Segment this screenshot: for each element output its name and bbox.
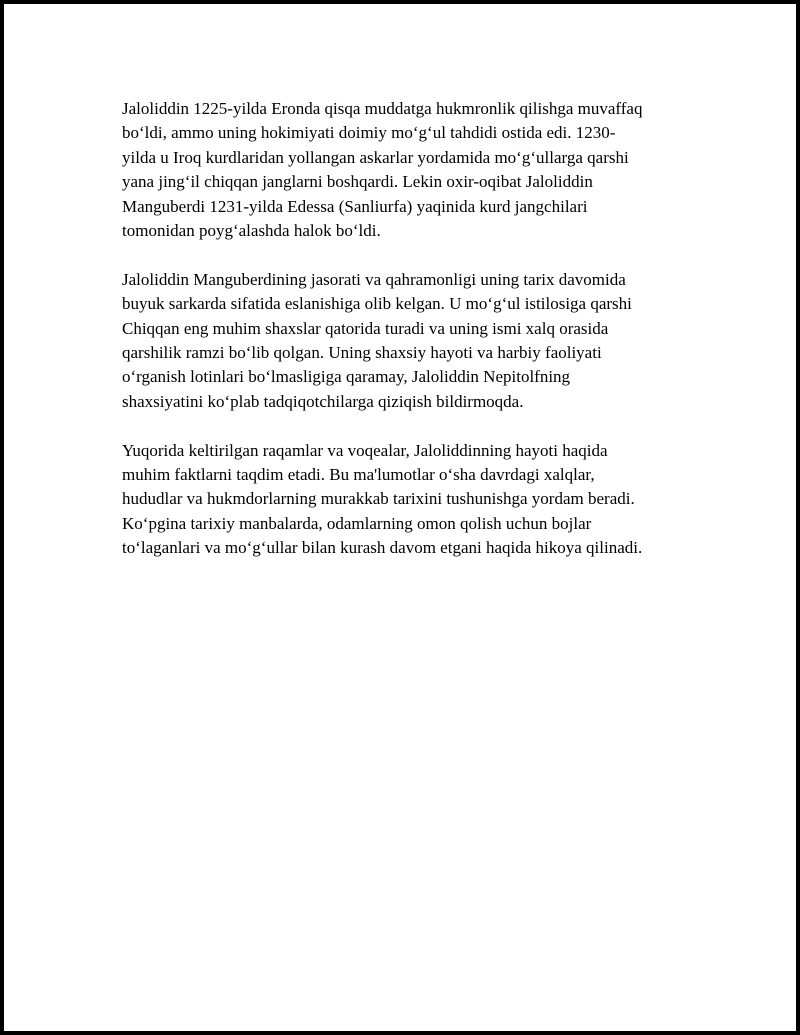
- text-line: hududlar va hukmdorlarning murakkab tarixini tushunishga yordam beradi.: [122, 489, 635, 509]
- document-body: [122, 97, 707, 585]
- text-line: Chiqqan eng muhim shaxslar qatorida turadi va uning ismi xalq orasida: [122, 318, 609, 338]
- text-line: yana jing‘il chiqqan janglarni boshqardi. Lekin oxir-oqibat Jaloliddin: [122, 172, 593, 192]
- text-line: o‘rganish lotinlari bo‘lmasligiga qaramay, Jaloliddin Nepitolfning: [122, 367, 571, 387]
- text-line: to‘laganlari va mo‘g‘ullar bilan kurash davom etgani haqida hikoya qilinadi.: [122, 538, 643, 558]
- text-line: Yuqorida keltirilgan raqamlar va voqealar, Jaloliddinning hayoti haqida: [122, 440, 608, 460]
- text-line: shaxsiyatini ko‘plab tadqiqotchilarga qiziqish bildirmoqda.: [122, 391, 524, 411]
- text-line: Jaloliddin Manguberdining jasorati va qahramonligi uning tarix davomida: [122, 269, 626, 289]
- text-line: Jaloliddin 1225-yilda Eronda qisqa muddatga hukmronlik qilishga muvaffaq: [122, 99, 643, 118]
- text-line: Manguberdi 1231-yilda Edessa (Sanliurfa) yaqinida kurd jangchilari: [122, 196, 588, 216]
- paragraph-1: [122, 97, 707, 243]
- paragraph-2: [122, 268, 707, 414]
- text-line: Ko‘pgina tarixiy manbalarda, odamlarning omon qolish uchun bojlar: [122, 513, 592, 533]
- paragraph-3: [122, 439, 707, 561]
- text-line: muhim faktlarni taqdim etadi. Bu ma'lumotlar o‘sha davrdagi xalqlar,: [122, 465, 595, 485]
- text-line: bo‘ldi, ammo uning hokimiyati doimiy mo‘g‘ul tahdidi ostida edi. 1230-: [122, 123, 616, 143]
- text-line: qarshilik ramzi bo‘lib qolgan. Uning shaxsiy hayoti va harbiy faoliyati: [122, 343, 602, 363]
- text-line: yilda u Iroq kurdlaridan yollangan askarlar yordamida mo‘g‘ullarga qarshi: [122, 147, 629, 167]
- text-line: tomonidan poyg‘alashda halok bo‘ldi.: [122, 221, 381, 241]
- text-line: buyuk sarkarda sifatida eslanishiga olib kelgan. U mo‘g‘ul istilosiga qarshi: [122, 294, 632, 314]
